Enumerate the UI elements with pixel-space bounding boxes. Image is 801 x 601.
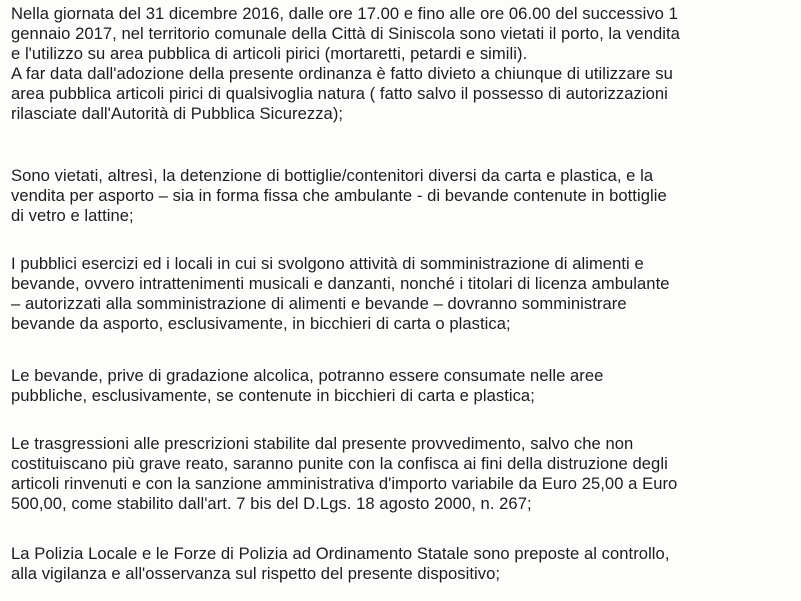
text-line: di vetro e lattine; [11,206,134,225]
text-line: bevande da asporto, esclusivamente, in bicchieri di carta o plastica; [11,314,511,333]
paragraph-public-venues [11,254,782,334]
text-line: A far data dall'adozione della presente ordinanza è fatto divieto a chiunque di utilizzare su [11,64,673,83]
paragraph-fireworks-ban [11,4,782,124]
text-line: Le bevande, prive di gradazione alcolica, potranno essere consumate nelle aree [11,366,604,385]
text-line: articoli rinvenuti e con la sanzione amministrativa d'importo variabile da Euro 25,00 a Euro [11,474,678,493]
paragraph-sanctions [11,434,782,514]
text-line: Sono vietati, altresì, la detenzione di bottiglie/contenitori diversi da carta e plastica, e la [11,166,654,185]
text-line: alla vigilanza e all'osservanza sul rispetto del presente dispositivo; [11,564,501,583]
text-line: La Polizia Locale e le Forze di Polizia ad Ordinamento Statale sono preposte al controllo, [11,544,670,563]
text-line: 500,00, come stabilito dall'art. 7 bis del D.Lgs. 18 agosto 2000, n. 267; [11,494,532,513]
text-line: costituiscano più grave reato, saranno punite con la confisca ai fini della distruzione degli [11,454,668,473]
text-line: e l'utilizzo su area pubblica di articoli pirici (mortaretti, petardi e simili). [11,44,528,63]
text-line: I pubblici esercizi ed i locali in cui si svolgono attività di somministrazione di alimenti e [11,254,644,273]
text-line: pubbliche, esclusivamente, se contenute in bicchieri di carta e plastica; [11,386,535,405]
text-line: Nella giornata del 31 dicembre 2016, dalle ore 17.00 e fino alle ore 06.00 del successivo 1 [11,4,678,23]
text-line: bevande, ovvero intrattenimenti musicali e danzanti, nonché i titolari di licenza ambulante [11,274,670,293]
text-line: vendita per asporto – sia in forma fissa che ambulante - di bevande contenute in bottiglie [11,186,667,205]
text-line: Le trasgressioni alle prescrizioni stabilite dal presente provvedimento, salvo che non [11,434,634,453]
text-line: rilasciate dall'Autorità di Pubblica Sicurezza); [11,104,344,123]
text-line: – autorizzati alla somministrazione di alimenti e bevande – dovranno somministrare [11,294,627,313]
paragraph-glass-containers-ban [11,166,782,226]
paragraph-enforcement [11,544,782,584]
text-line: gennaio 2017, nel territorio comunale della Città di Siniscola sono vietati il porto, la vendita [11,24,680,43]
paragraph-non-alcoholic-drinks [11,366,782,406]
text-line: area pubblica articoli pirici di qualsivoglia natura ( fatto salvo il possesso di autorizzazioni [11,84,668,103]
